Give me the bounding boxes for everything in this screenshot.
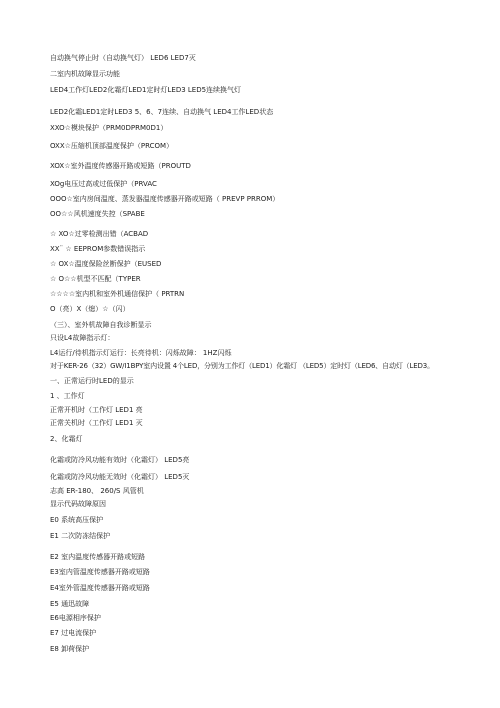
text-line: OOO☆室内房间温度、蒸发器温度传感器开路或短路（ PREVP PRROM） [50, 195, 280, 203]
text-line: 自动换气停止时（自动换气灯） LED6 LED7灭 [50, 54, 196, 62]
error-code-line: E3室内管温度传感器开路或短路 [50, 568, 150, 576]
error-code-line: E8 卸荷保护 [50, 645, 90, 653]
section-heading: 一、正常运行时LED的显示 [50, 377, 134, 385]
text-line: XOX☆室外温度传感器开路或短路（PROUTD [50, 162, 191, 170]
error-code-line: E7 过电流保护 [50, 629, 97, 637]
text-line: 化霜或防冷风功能有效时（化霜灯） LED5亮 [50, 456, 190, 464]
text-line: XX¨ ☆ EEPROM参数错误指示 [50, 245, 146, 253]
error-code-line: E2 室内温度传感器开路或短路 [50, 553, 146, 561]
error-code-line: E4室外管温度传感器开路或短路 [50, 584, 150, 592]
text-line: 化霜或防冷风功能无效时（化霜灯） LED5灭 [50, 473, 190, 481]
text-line: LED2化霜LED1定时LED3 5、6、7连续、自动换气 LED4工作LED状态 [50, 108, 274, 116]
text-line: ☆ OX☆温度保险丝断保护（EUSED [50, 260, 162, 268]
text-line: O（亮）X（熄）☆（闪） [50, 305, 130, 313]
error-code-line: E1 二次防冻结保护 [50, 532, 111, 540]
text-line: 正常开机时（工作灯 LED1 亮 [50, 406, 143, 414]
error-code-line: E0 系统高压保护 [50, 516, 104, 524]
text-line: ☆☆☆☆室内机和室外机通信保护（ PRTRN [50, 290, 185, 298]
section-heading: 二室内机故障显示功能 [50, 70, 120, 78]
text-line: ☆ O☆☆机型不匹配（TYPER [50, 275, 141, 283]
subheading: 2、化霜灯 [50, 435, 83, 443]
section-heading: （三）、室外机故障自我诊断显示 [50, 321, 152, 329]
text-line: 对于KER-26（32）GW/I1BPY室内设置 4个LED，分别为工作灯（LED1）化霜灯 （LED5）定时灯（LED6、自动灯（LED3。 [50, 362, 434, 370]
text-line: ☆ XO☆过零检测出错（ACBAD [50, 230, 149, 238]
text-line: L4运行/待机指示灯运行：长亮待机：闪烁故障： 1HZ闪烁 [50, 349, 232, 357]
text-line: OXX☆压缩机顶部温度保护（PRCOM） [50, 142, 174, 150]
text-line: 只设L4故障指示灯： [50, 334, 115, 342]
error-code-line: E5 通迅故障 [50, 600, 90, 608]
text-line: 志高 ER-180、 260/S 风管机 [50, 487, 144, 495]
table-header: 显示代码故障原因 [50, 500, 106, 508]
text-line: LED4工作灯LED2化霜灯LED1定时灯LED3 LED5连续换气灯 [50, 86, 242, 94]
text-line: XOg电压过高或过低保护（PRVAC [50, 180, 157, 188]
text-line: 正常关机时（工作灯 LED1 灭 [50, 419, 143, 427]
subheading: 1 、工作灯 [50, 392, 85, 400]
text-line: OO☆☆风机速度失控（SPABE [50, 210, 145, 218]
error-code-line: E6电源相序保护 [50, 614, 101, 622]
text-line: XXO☆模块保护（PRM0DPRM0D1） [50, 124, 168, 132]
